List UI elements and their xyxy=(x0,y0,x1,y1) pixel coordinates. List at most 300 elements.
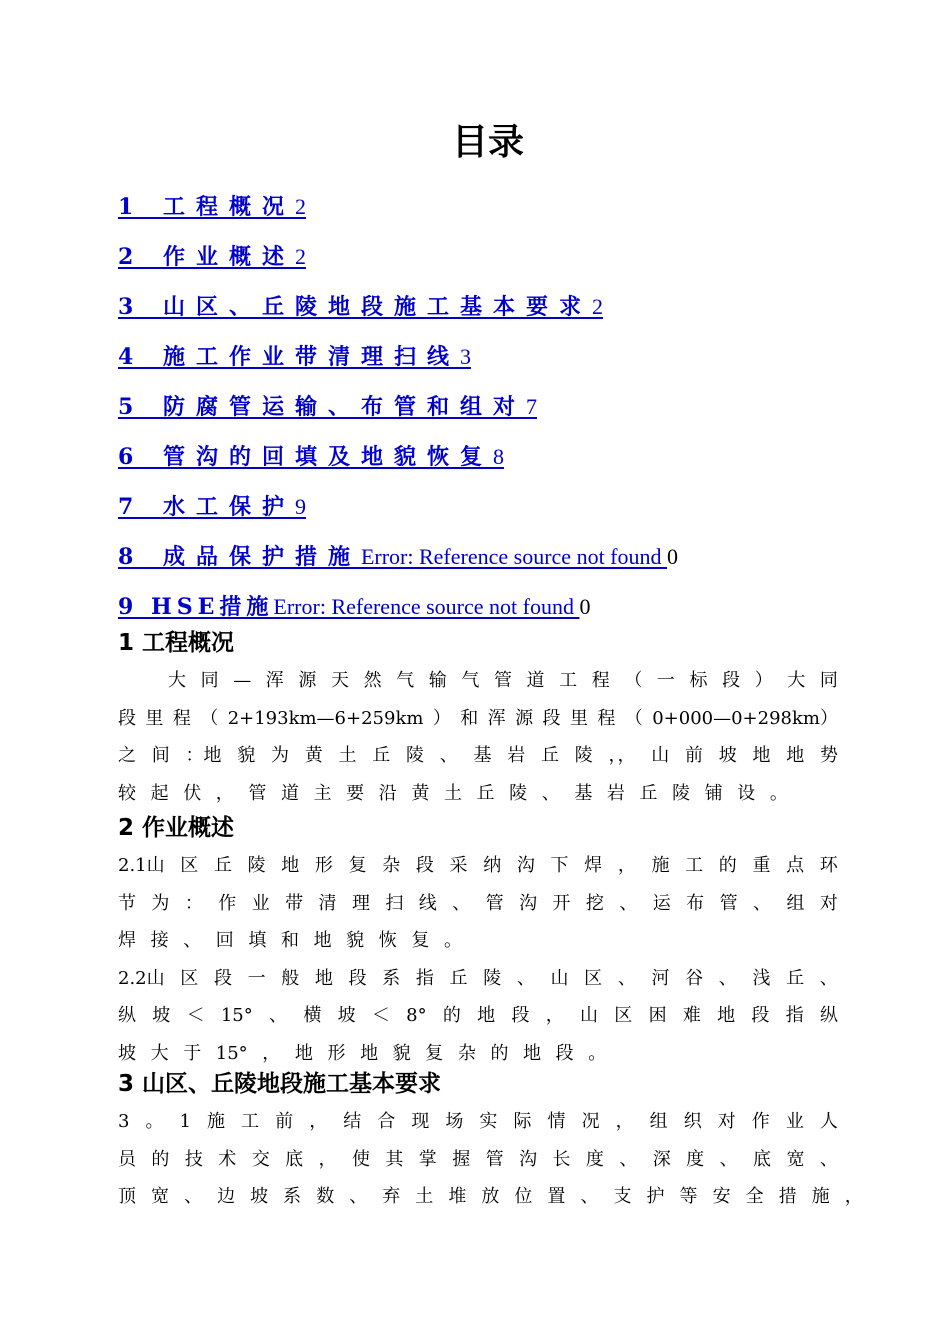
text-token: 其 xyxy=(385,1148,404,1170)
text-token: 系 xyxy=(283,1186,302,1207)
text-token: 等 xyxy=(679,1186,698,1207)
text-token: ， xyxy=(844,1186,863,1207)
text-token: 地 xyxy=(752,745,771,766)
text-token: 沿 xyxy=(378,782,397,804)
text-token: 坡 xyxy=(250,1186,269,1207)
text-token: 况 xyxy=(581,1111,600,1132)
text-token: 交 xyxy=(251,1148,270,1170)
toc-entry-label: 4 施工作业带清理扫线 xyxy=(118,344,460,370)
section-body-2 xyxy=(118,847,838,1072)
text-token: 为 xyxy=(271,745,289,766)
text-token: 土 xyxy=(415,1186,434,1207)
text-token: 丘 xyxy=(786,967,805,989)
text-token: 丘 xyxy=(449,967,468,989)
text-token: 8° xyxy=(406,1005,427,1026)
text-token: ＜ xyxy=(371,1005,390,1026)
text-token: 组 xyxy=(786,892,805,914)
text-token: 、 xyxy=(269,1005,288,1026)
text-token: ， xyxy=(262,1042,281,1064)
toc-entry-trailing: 0 xyxy=(667,544,679,569)
text-token: 沟 xyxy=(519,1148,538,1170)
text-token: 沟 xyxy=(516,855,535,876)
text-token: 宽 xyxy=(151,1186,170,1207)
toc-entry-6[interactable] xyxy=(118,440,878,490)
text-token: 底 xyxy=(753,1148,772,1170)
text-token: 术 xyxy=(218,1148,237,1170)
text-token: 丘 xyxy=(372,745,391,766)
text-token: 复 xyxy=(348,855,367,876)
text-token: 一 xyxy=(247,967,266,989)
text-token: 安 xyxy=(712,1186,731,1207)
text-token: 同 xyxy=(819,670,838,691)
text-token: 段 xyxy=(415,855,434,876)
text-token: 工 xyxy=(559,670,578,691)
text-token: 浑 xyxy=(265,670,284,691)
text-token: 里 xyxy=(569,707,588,729)
text-token: 纵 xyxy=(118,1005,136,1026)
text-token: — xyxy=(233,670,252,691)
toc-link[interactable] xyxy=(118,345,471,370)
text-token: 铺 xyxy=(704,782,723,804)
text-token: ，， xyxy=(608,745,636,766)
text-token: 和 xyxy=(460,707,479,729)
text-token: 基 xyxy=(574,782,593,804)
toc-entry-4[interactable] xyxy=(118,340,878,390)
text-token: 理 xyxy=(351,892,370,914)
text-token: 区 xyxy=(614,1005,633,1026)
text-token: 要 xyxy=(346,782,365,804)
text-token: 形 xyxy=(327,1042,346,1064)
text-token: 地 xyxy=(294,1042,313,1064)
text-token: 线 xyxy=(418,892,437,914)
text-token: 施 xyxy=(651,855,670,876)
text-token: 沟 xyxy=(519,892,538,914)
text-line xyxy=(118,1103,838,1141)
text-token: 段 xyxy=(213,967,232,989)
text-token: 业 xyxy=(251,892,270,914)
text-token: 扫 xyxy=(385,892,404,914)
text-token: 土 xyxy=(443,782,462,804)
text-token: 设 xyxy=(737,782,756,804)
text-token: 地 xyxy=(477,1005,496,1026)
text-token: 。 xyxy=(443,930,462,951)
toc-link[interactable] xyxy=(118,295,603,320)
text-token: 伏 xyxy=(183,782,202,804)
text-token: 顶 xyxy=(118,1186,136,1207)
text-token: 岩 xyxy=(606,782,625,804)
text-token: 接 xyxy=(150,930,169,951)
text-token: 为 xyxy=(151,892,170,914)
text-token: ， xyxy=(309,1111,328,1132)
text-token: 杂 xyxy=(457,1042,476,1064)
text-token: 15° xyxy=(220,1005,253,1026)
text-token: 点 xyxy=(786,855,805,876)
text-token: 坡 xyxy=(118,1042,136,1064)
text-token: 管 xyxy=(493,670,512,691)
text-token: 回 xyxy=(215,930,234,951)
text-line xyxy=(118,1178,863,1216)
text-token: 节 xyxy=(118,892,136,914)
text-line xyxy=(118,1035,838,1073)
text-token: 丘 xyxy=(639,782,658,804)
section-body-1 xyxy=(118,662,838,812)
text-token: 地 xyxy=(523,1042,542,1064)
text-token: 边 xyxy=(217,1186,236,1207)
text-token: 技 xyxy=(184,1148,203,1170)
text-token: 道 xyxy=(526,670,545,691)
text-token: 、 xyxy=(439,745,458,766)
text-token: 场 xyxy=(445,1111,464,1132)
text-token: 管 xyxy=(485,892,504,914)
text-token: 恢 xyxy=(378,930,397,951)
text-token: 区 xyxy=(584,967,603,989)
text-line xyxy=(118,922,838,960)
text-token: 程 xyxy=(597,707,616,729)
text-token: 地 xyxy=(314,967,333,989)
text-token: 、 xyxy=(183,930,202,951)
text-token: 标 xyxy=(689,670,708,691)
text-token: 织 xyxy=(683,1111,702,1132)
toc-entry-page: 2 xyxy=(591,294,603,319)
text-token: 重 xyxy=(752,855,771,876)
toc-entry-page: 7 xyxy=(525,394,537,419)
section-heading-3: 3 山区、丘陵地段施工基本要求 xyxy=(118,1071,442,1097)
text-token: 员 xyxy=(118,1148,136,1170)
text-token: ＜ xyxy=(186,1005,205,1026)
text-token: 困 xyxy=(648,1005,667,1026)
text-token: 主 xyxy=(313,782,332,804)
text-token: 天 xyxy=(330,670,349,691)
text-token: 陵 xyxy=(483,967,502,989)
text-token: 大 xyxy=(168,670,186,691)
text-token: ， xyxy=(617,855,636,876)
toc-link[interactable] xyxy=(118,495,306,520)
text-token: ， xyxy=(545,1005,564,1026)
text-token: 组 xyxy=(649,1111,668,1132)
toc-entry-label: 9 HSE措施 xyxy=(118,594,274,620)
table-of-contents xyxy=(118,190,878,640)
text-token: 段 xyxy=(348,967,367,989)
text-token: 焊 xyxy=(584,855,603,876)
text-token: 底 xyxy=(285,1148,304,1170)
text-token: 长 xyxy=(552,1148,571,1170)
text-token: 前 xyxy=(275,1111,294,1132)
text-token: 坡 xyxy=(337,1005,356,1026)
text-token: 貌 xyxy=(237,745,256,766)
text-token: 合 xyxy=(377,1111,396,1132)
toc-entry-page: 3 xyxy=(459,344,471,369)
text-line xyxy=(118,700,838,738)
text-token: 实 xyxy=(479,1111,498,1132)
text-token: 。 xyxy=(145,1111,164,1132)
toc-entry-5[interactable] xyxy=(118,390,878,440)
text-token: 工 xyxy=(241,1111,260,1132)
text-token: 、 xyxy=(819,1148,838,1170)
toc-entry-label: 3 山区、丘陵地段施工基本要求 xyxy=(118,294,592,320)
text-token: 黄 xyxy=(411,782,430,804)
text-token: 管 xyxy=(719,892,738,914)
toc-entry-7[interactable] xyxy=(118,490,878,540)
text-token: 貌 xyxy=(392,1042,411,1064)
text-token: 深 xyxy=(652,1148,671,1170)
text-token: 护 xyxy=(646,1186,665,1207)
toc-entry-label: 5 防腐管运输、布管和组对 xyxy=(118,394,526,420)
text-token: 貌 xyxy=(346,930,365,951)
text-token: 河 xyxy=(651,967,670,989)
toc-entry-2[interactable] xyxy=(118,240,878,290)
text-token: 段 xyxy=(511,1005,530,1026)
text-token: 段 xyxy=(722,670,741,691)
section-heading-2: 2 作业概述 xyxy=(118,815,235,841)
text-token: 较 xyxy=(118,782,136,804)
text-token: 前 xyxy=(685,745,703,766)
toc-entry-error: Error: Reference source not found xyxy=(360,544,668,569)
toc-entry-error: Error: Reference source not found xyxy=(273,594,580,619)
text-token: （ xyxy=(624,670,643,691)
text-token: 区 xyxy=(180,855,199,876)
text-token: 基 xyxy=(473,745,492,766)
text-token: 丘 xyxy=(541,745,559,766)
text-token: 浅 xyxy=(752,967,771,989)
text-token: 一 xyxy=(656,670,675,691)
text-token: 业 xyxy=(785,1111,804,1132)
text-token: 源 xyxy=(515,707,534,729)
text-token: 、 xyxy=(452,892,471,914)
text-token: 全 xyxy=(745,1186,764,1207)
text-line xyxy=(118,885,838,923)
toc-link[interactable] xyxy=(118,445,504,470)
text-token: 地 xyxy=(360,1042,379,1064)
text-token: 浑 xyxy=(487,707,506,729)
text-token: 然 xyxy=(363,670,382,691)
text-token: 黄 xyxy=(304,745,323,766)
text-token: 1 xyxy=(179,1111,191,1132)
toc-link[interactable] xyxy=(118,195,306,220)
text-token: 工 xyxy=(685,855,704,876)
text-token: 坡 xyxy=(718,745,737,766)
text-token: ： xyxy=(184,892,203,914)
text-token: 段 xyxy=(542,707,561,729)
text-token: 堆 xyxy=(448,1186,467,1207)
text-token: 作 xyxy=(218,892,237,914)
text-token: 丘 xyxy=(476,782,495,804)
text-token: 宽 xyxy=(786,1148,805,1170)
text-token: 大 xyxy=(150,1042,169,1064)
toc-link[interactable] xyxy=(118,395,537,420)
toc-entry-page: 2 xyxy=(294,244,306,269)
text-token: 程 xyxy=(591,670,610,691)
text-token: 系 xyxy=(382,967,401,989)
text-token: 弃 xyxy=(382,1186,401,1207)
text-token: 、 xyxy=(349,1186,368,1207)
text-token: 2.1山 xyxy=(118,855,165,876)
text-token: 人 xyxy=(819,1111,838,1132)
text-token: 、 xyxy=(718,967,737,989)
toc-link[interactable] xyxy=(118,595,579,620)
text-token: 陵 xyxy=(406,745,424,766)
toc-entry-page: 8 xyxy=(492,444,504,469)
text-token: 、 xyxy=(753,892,772,914)
text-token: 杂 xyxy=(382,855,401,876)
text-token: 、 xyxy=(619,892,638,914)
text-token: ， xyxy=(318,1148,337,1170)
text-token: 间 xyxy=(151,745,170,766)
text-token: 放 xyxy=(481,1186,500,1207)
text-token: 指 xyxy=(415,967,434,989)
text-token: 输 xyxy=(428,670,447,691)
text-token: 丘 xyxy=(213,855,232,876)
text-token: ， xyxy=(215,782,234,804)
text-token: 、 xyxy=(184,1186,203,1207)
text-token: 区 xyxy=(180,967,199,989)
text-token: 位 xyxy=(514,1186,533,1207)
toc-entry-label: 8 成品保护措施 xyxy=(118,544,361,570)
text-token: （ xyxy=(200,707,219,729)
text-token: 气 xyxy=(461,670,480,691)
text-token: 复 xyxy=(425,1042,444,1064)
text-token: 的 xyxy=(442,1005,461,1026)
text-token: 施 xyxy=(811,1186,830,1207)
text-token: 施 xyxy=(207,1111,226,1132)
toc-entry-page: 9 xyxy=(294,494,306,519)
text-token: 谷 xyxy=(685,967,704,989)
text-token: 难 xyxy=(682,1005,701,1026)
text-line xyxy=(118,997,838,1035)
text-token: 结 xyxy=(343,1111,362,1132)
text-token: 管 xyxy=(485,1148,504,1170)
toc-link[interactable] xyxy=(118,545,667,570)
text-token: 于 xyxy=(183,1042,202,1064)
section-body-3 xyxy=(118,1103,863,1216)
text-token: 程 xyxy=(172,707,191,729)
text-token: （ xyxy=(624,707,643,729)
text-token: 地 xyxy=(281,855,300,876)
toc-entry-8[interactable] xyxy=(118,540,878,590)
text-token: 山 xyxy=(550,967,569,989)
text-token: 、 xyxy=(719,1148,738,1170)
text-token: 地 xyxy=(717,1005,736,1026)
text-token: 采 xyxy=(449,855,468,876)
toc-entry-3[interactable] xyxy=(118,290,878,340)
text-token: 道 xyxy=(280,782,299,804)
text-token: 般 xyxy=(281,967,300,989)
text-token: ， xyxy=(615,1111,634,1132)
toc-entry-label: 6 管沟的回填及地貌恢复 xyxy=(118,444,493,470)
toc-entry-page: 2 xyxy=(294,194,306,219)
text-token: 焊 xyxy=(118,930,136,951)
text-token: 2+193km—6+259km xyxy=(227,707,424,729)
text-token: 挖 xyxy=(585,892,604,914)
text-token: 的 xyxy=(151,1148,170,1170)
text-token: 0+000—0+298km） xyxy=(652,707,838,729)
text-line xyxy=(118,662,838,700)
text-token: 置 xyxy=(547,1186,566,1207)
text-token: 土 xyxy=(338,745,357,766)
text-token: 3 xyxy=(118,1111,130,1132)
text-token: 支 xyxy=(613,1186,632,1207)
text-token: 段 xyxy=(751,1005,770,1026)
text-token: 的 xyxy=(490,1042,509,1064)
text-token: 下 xyxy=(550,855,569,876)
text-token: ） xyxy=(754,670,773,691)
text-token: 形 xyxy=(314,855,333,876)
text-token: 握 xyxy=(452,1148,471,1170)
text-token: 山 xyxy=(580,1005,599,1026)
text-line xyxy=(118,960,838,998)
text-token: 复 xyxy=(411,930,430,951)
text-token: 现 xyxy=(411,1111,430,1132)
text-token: 陵 xyxy=(509,782,528,804)
toc-link[interactable] xyxy=(118,245,306,270)
text-token: 纵 xyxy=(819,1005,838,1026)
text-token: 坡 xyxy=(152,1005,171,1026)
text-token: 陵 xyxy=(574,745,593,766)
text-token: 、 xyxy=(516,967,535,989)
text-token: 使 xyxy=(351,1148,370,1170)
text-token: 的 xyxy=(718,855,737,876)
text-token: 度 xyxy=(585,1148,604,1170)
toc-entry-label: 1 工程概况 xyxy=(118,194,295,220)
text-token: 作 xyxy=(751,1111,770,1132)
text-line xyxy=(118,1141,838,1179)
text-token: 和 xyxy=(280,930,299,951)
text-token: 2.2山 xyxy=(118,967,165,989)
text-token: 山 xyxy=(651,745,670,766)
text-token: 15° xyxy=(215,1042,248,1064)
text-token: 对 xyxy=(717,1111,736,1132)
toc-entry-label: 7 水工保护 xyxy=(118,494,295,520)
text-token: 、 xyxy=(819,967,838,989)
text-token: 同 xyxy=(200,670,219,691)
text-token: 、 xyxy=(619,1148,638,1170)
text-token: 地 xyxy=(786,745,805,766)
text-token: 填 xyxy=(248,930,267,951)
toc-entry-label: 2 作业概述 xyxy=(118,244,295,270)
text-token: 源 xyxy=(298,670,317,691)
text-token: 、 xyxy=(617,967,636,989)
text-token: ：地 xyxy=(185,745,222,766)
text-token: 管 xyxy=(248,782,267,804)
text-token: 数 xyxy=(316,1186,335,1207)
text-token: 对 xyxy=(819,892,838,914)
text-token: 指 xyxy=(785,1005,804,1026)
text-token: 环 xyxy=(819,855,838,876)
text-token: 开 xyxy=(552,892,571,914)
text-token: 之 xyxy=(118,745,136,766)
toc-title: 目录 xyxy=(451,122,524,163)
text-token: 大 xyxy=(787,670,806,691)
text-token: 气 xyxy=(396,670,415,691)
text-token: 陵 xyxy=(672,782,691,804)
text-token: 段 xyxy=(118,707,136,729)
text-token: 陵 xyxy=(247,855,266,876)
text-token: 、 xyxy=(541,782,560,804)
text-token: 里 xyxy=(145,707,164,729)
toc-entry-1[interactable] xyxy=(118,190,878,240)
text-line xyxy=(118,737,838,775)
text-token: 情 xyxy=(547,1111,566,1132)
text-token: ） xyxy=(432,707,451,729)
text-line xyxy=(118,775,838,813)
text-token: 带 xyxy=(285,892,304,914)
text-token: 清 xyxy=(318,892,337,914)
toc-entry-trailing: 0 xyxy=(579,594,591,619)
text-token: 势 xyxy=(820,745,838,766)
text-token: 地 xyxy=(313,930,332,951)
text-token: 起 xyxy=(150,782,169,804)
text-token: 度 xyxy=(686,1148,705,1170)
text-token: 运 xyxy=(652,892,671,914)
